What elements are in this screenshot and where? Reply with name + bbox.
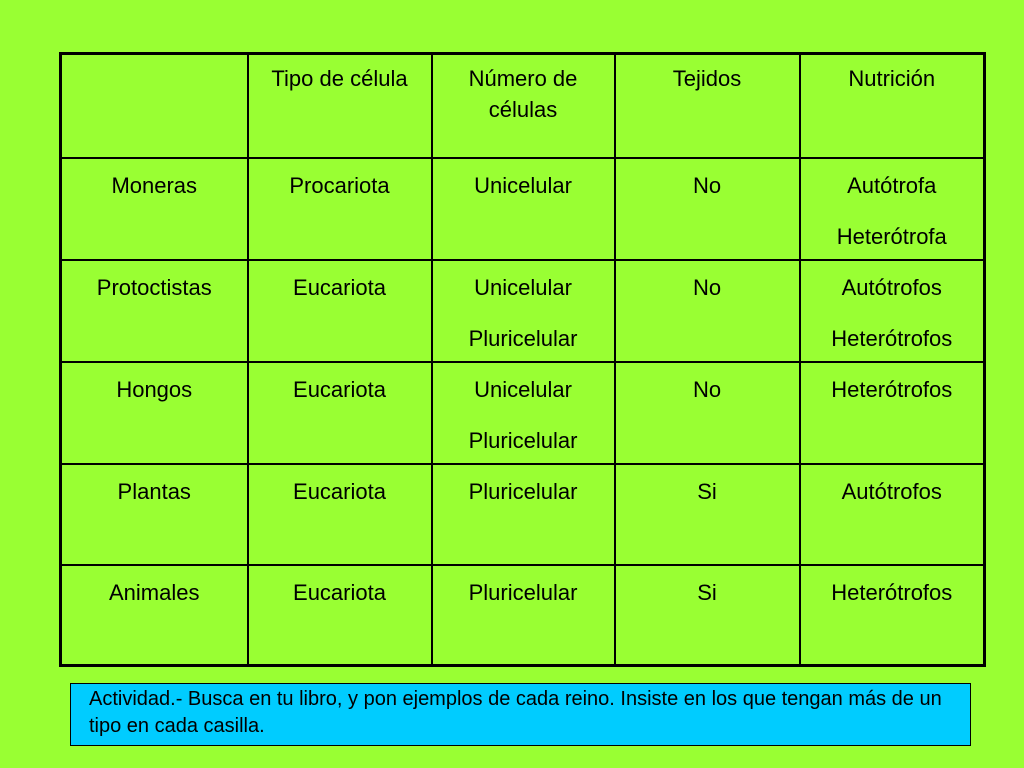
- kingdom-name: Hongos: [61, 362, 248, 464]
- table-row: [61, 158, 985, 260]
- cell-type-value: Eucariota: [248, 464, 432, 565]
- table-row: [61, 260, 985, 362]
- cell-count-line: Unicelular: [474, 172, 572, 198]
- cell-count-value: [432, 362, 615, 464]
- kingdom-name: Animales: [61, 565, 248, 666]
- cell-type-value: Eucariota: [248, 362, 432, 464]
- tissues-value: No: [615, 260, 800, 362]
- activity-box: [70, 683, 971, 746]
- cell-count-line: Pluricelular: [468, 325, 578, 351]
- kingdoms-table: [59, 52, 986, 667]
- activity-text: Actividad.- Busca en tu libro, y pon ejemplos de cada reino. Insiste en los que tengan más de un tipo en cada casilla.: [89, 688, 942, 737]
- header-cell-type: Tipo de célula: [248, 54, 432, 158]
- tissues-value: Si: [615, 464, 800, 565]
- cell-count-value: [432, 158, 615, 260]
- cell-count-value: [432, 260, 615, 362]
- table-row: [61, 464, 985, 565]
- header-nutrition: Nutrición: [800, 54, 985, 158]
- header-cell-count: Número de células: [432, 54, 615, 158]
- cell-type-value: Eucariota: [248, 565, 432, 666]
- tissues-value: No: [615, 362, 800, 464]
- nutrition-line: Autótrofos: [841, 478, 942, 504]
- nutrition-line: Heterótrofos: [831, 376, 953, 402]
- nutrition-value: [800, 565, 985, 666]
- kingdom-name: Plantas: [61, 464, 248, 565]
- nutrition-line: Autótrofos: [841, 274, 942, 300]
- nutrition-line: Autótrofa: [847, 172, 937, 198]
- cell-count-value: [432, 565, 615, 666]
- tissues-value: Si: [615, 565, 800, 666]
- header-corner-cell: [61, 54, 248, 158]
- cell-count-line: Unicelular: [474, 376, 572, 402]
- nutrition-line: Heterótrofos: [831, 325, 953, 351]
- kingdom-name: Protoctistas: [61, 260, 248, 362]
- tissues-value: No: [615, 158, 800, 260]
- cell-count-line: Unicelular: [474, 274, 572, 300]
- cell-count-value: [432, 464, 615, 565]
- cell-count-line: Pluricelular: [468, 427, 578, 453]
- table-row: [61, 362, 985, 464]
- header-row: [61, 54, 985, 158]
- nutrition-value: [800, 260, 985, 362]
- cell-count-line: Pluricelular: [468, 579, 578, 605]
- cell-type-value: Eucariota: [248, 260, 432, 362]
- cell-count-line: Pluricelular: [468, 478, 578, 504]
- cell-type-value: Procariota: [248, 158, 432, 260]
- nutrition-line: Heterótrofa: [836, 223, 947, 249]
- nutrition-value: [800, 158, 985, 260]
- table-row: [61, 565, 985, 666]
- nutrition-line: Heterótrofos: [831, 579, 953, 605]
- nutrition-value: [800, 464, 985, 565]
- kingdom-name: Moneras: [61, 158, 248, 260]
- nutrition-value: [800, 362, 985, 464]
- header-tissues: Tejidos: [615, 54, 800, 158]
